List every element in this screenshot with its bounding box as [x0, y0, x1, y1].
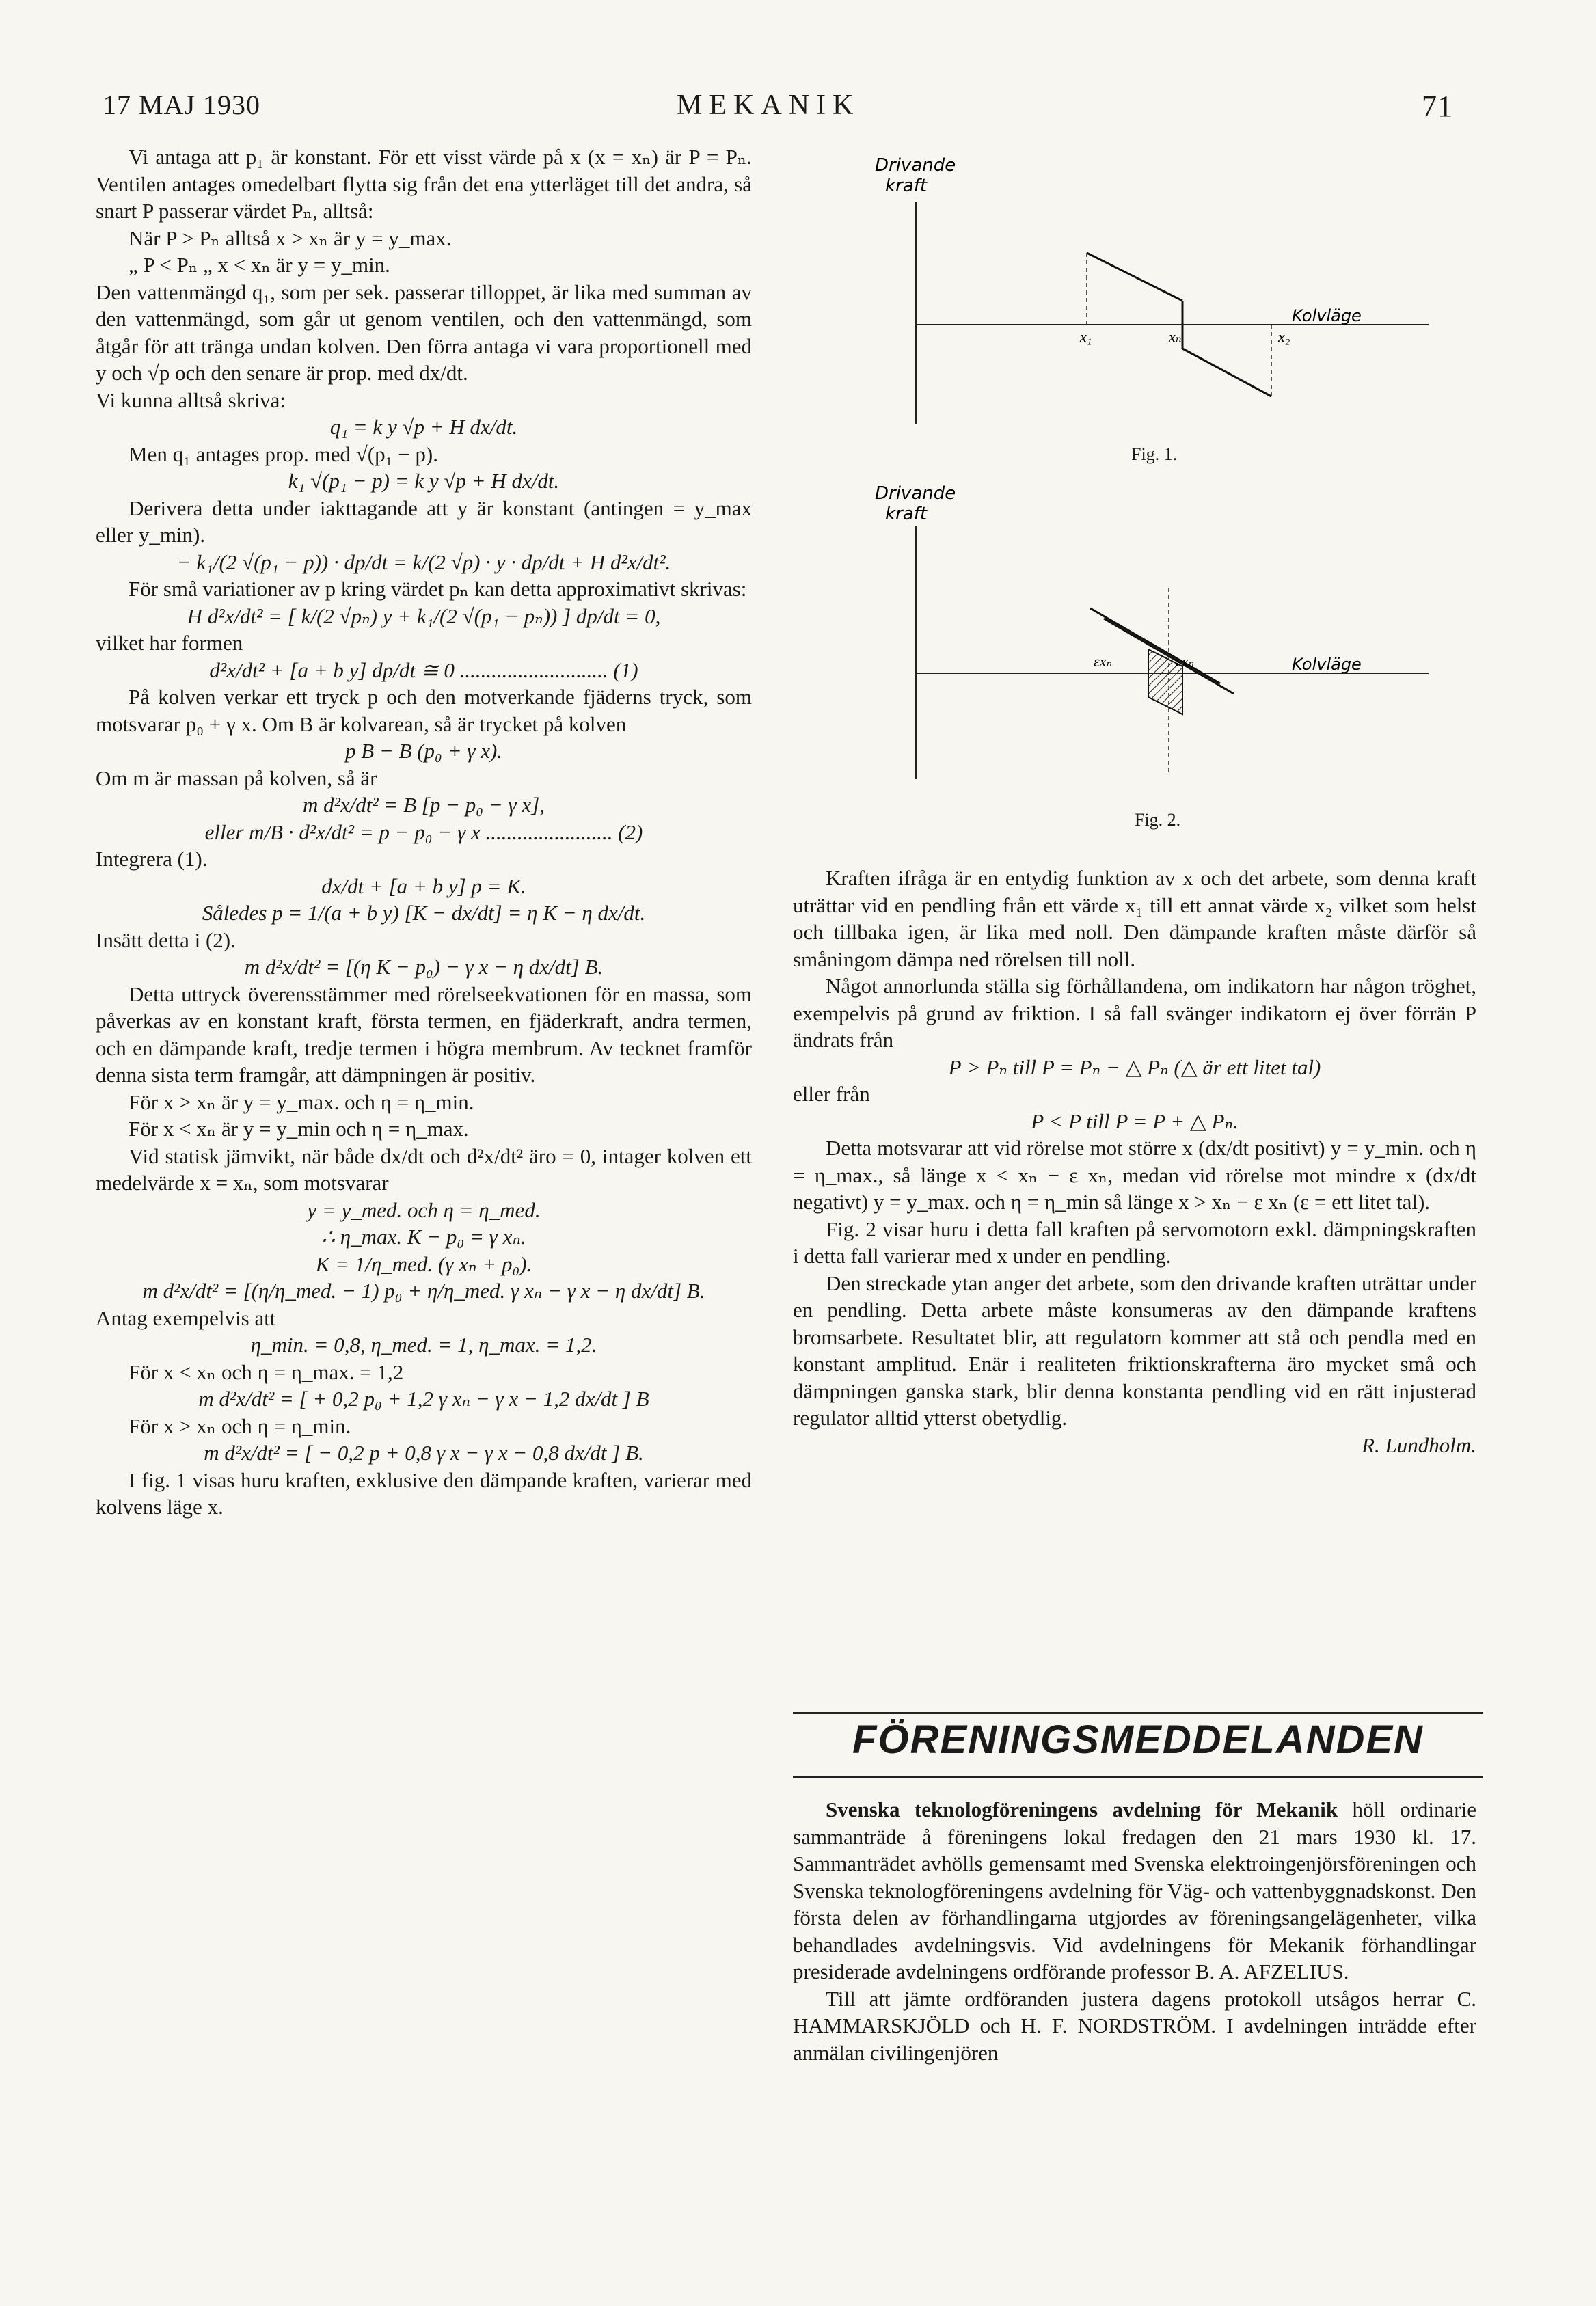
- equation: p B − B (p₀ + γ x).: [344, 739, 503, 763]
- paragraph: Detta uttryck överensstämmer med rörelseekvationen för en massa, som påverkas av en konstant kraft, första termen, en fjäderkraft, andra termen, och en dämpande kraft, tredje termen i högra membrum. Av tecknet framför denna sista term framgår, att dämpningen är positiv.: [96, 981, 752, 1087]
- condition-line: När P > Pₙ alltså x > xₙ är y = y_max.: [129, 226, 452, 250]
- section-title: FÖRENINGSMEDDELANDEN: [852, 1718, 1424, 1762]
- condition-line: För x > xₙ och η = η_min.: [129, 1413, 351, 1438]
- equation: k₁ √(p₁ − p) = k y √p + H dx/dt.: [288, 469, 560, 493]
- fig2-xlabel: Kolvläge: [1292, 655, 1362, 674]
- paragraph: I fig. 1 visas huru kraften, exklusive den dämpande kraften, varierar med kolvens läge x.: [96, 1467, 752, 1519]
- fig2-ylabel-line2: kraft: [885, 504, 928, 524]
- paragraph: Vi antaga att p₁ är konstant. För ett visst värde på x (x = xₙ) är P = Pₙ. Ventilen antages omedelbart flytta sig från det ena ytterläget till det andra, så snart P passerar värdet Pₙ, alltså:: [96, 145, 752, 223]
- fig2-tick-right: εxₙ: [1176, 653, 1195, 670]
- left-column: [96, 144, 752, 1521]
- figure-2-drawing: [800, 485, 1456, 841]
- paragraph: Den streckade ytan anger det arbete, som den drivande kraften uträttar under en pendling. Detta arbete måste konsumeras av den dämpande kraftens bromsarbete. Resultatet blir, att regulatorn kommer att stå och pendla med en konstant amplitud. Enär i realiteten friktionskrafterna äro mycket små och dämpningen ganska stark, blir denna konstanta pendling vid en rätt injusterad regulator alltid ytterst obetydlig.: [793, 1271, 1476, 1430]
- author-signature: R. Lundholm.: [1362, 1433, 1476, 1457]
- equation: dx/dt + [a + b y] p = K.: [321, 873, 526, 898]
- paragraph: Den vattenmängd q₁, som per sek. passerar tilloppet, är lika med summan av den vattenmängd, som går ut genom ventilen, och den vattenmängd, som åtgår för att tränga undan kolven. Den förra antaga vi vara proportionell med y och √p och den senare är prop. med dx/dt.: [96, 280, 752, 385]
- right-column: [793, 865, 1476, 1459]
- association-notice: [793, 1796, 1476, 2066]
- fig1-tick-x1: x₁: [1080, 328, 1092, 345]
- condition-line: För x > xₙ är y = y_max. och η = η_min.: [129, 1089, 474, 1114]
- fig2-ylabel-line1: Drivande: [875, 485, 956, 504]
- paragraph: Antag exempelvis att: [96, 1305, 276, 1330]
- paragraph: Integrera (1).: [96, 847, 208, 871]
- equation-2: eller m/B · d²x/dt² = p − p₀ − γ x ........................ (2): [204, 819, 643, 844]
- equation: m d²x/dt² = B [p − p₀ − γ x],: [302, 793, 545, 817]
- equation-1: d²x/dt² + [a + b y] dp/dt ≅ 0 ............................ (1): [209, 657, 638, 682]
- equation: Således p = 1/(a + b y) [K − dx/dt] = η K − η dx/dt.: [202, 901, 646, 925]
- paragraph: Derivera detta under iakttagande att y är konstant (antingen = y_max eller y_min).: [96, 496, 752, 547]
- equation: m d²x/dt² = [(η K − p₀) − γ x − η dx/dt] B.: [244, 955, 604, 979]
- fig1-xlabel: Kolvläge: [1292, 306, 1362, 325]
- equation: η_min. = 0,8, η_med. = 1, η_max. = 1,2.: [250, 1333, 597, 1357]
- figure-1-drawing: [800, 150, 1456, 472]
- header-date: 17 MAJ 1930: [103, 90, 261, 120]
- condition-line: För x < xₙ och η = η_max. = 1,2: [129, 1359, 404, 1384]
- paragraph: Men q₁ antages prop. med √(p₁ − p).: [129, 442, 438, 466]
- paragraph: Vid statisk jämvikt, när både dx/dt och d²x/dt² äro = 0, intager kolven ett medelvärde x = xₙ, som motsvarar: [96, 1143, 752, 1195]
- fig1-tick-x2: x₂: [1278, 328, 1290, 345]
- equation: m d²x/dt² = [(η/η_med. − 1) p₀ + η/η_med. γ xₙ − γ x − η dx/dt] B.: [142, 1279, 705, 1303]
- condition-line: För x < xₙ är y = y_min och η = η_max.: [129, 1117, 469, 1141]
- notice-paragraph-1: [793, 1796, 1476, 1985]
- paragraph: På kolven verkar ett tryck p och den motverkande fjäderns tryck, som motsvarar p₀ + γ x. Om B är kolvarean, så är trycket på kolven: [96, 685, 752, 736]
- equation: y = y_med. och η = η_med.: [307, 1197, 541, 1222]
- figure-1: [800, 150, 1456, 472]
- fig1-line-upper: [1087, 253, 1182, 301]
- notice-text: höll ordinarie sammanträde å föreningens lokal fredagen den 21 mars 1930 kl. 17. Sammanträdet avhölls gemensamt med Svenska elektroingenjörsföreningen och Svenska teknologföreningens avdelning för Väg- och vattenbyggnadskonst. Den första delen av förhandlingarna utgjordes av föreningsangelägenheter, vilka behandlades avdelningsvis. Vid avdelningens för Mekanik förhandlingar presiderade avdelningens ordförande professor B. A. AFZELIUS.: [793, 1798, 1476, 1983]
- condition-line: „ P < Pₙ „ x < xₙ är y = y_min.: [129, 253, 390, 277]
- equation: m d²x/dt² = [ − 0,2 p + 0,8 γ x − γ x − 0,8 dx/dt ] B.: [204, 1441, 644, 1465]
- section-rule-bottom: [793, 1776, 1483, 1778]
- fig1-ylabel-line1: Drivande: [875, 155, 956, 176]
- figure-2-caption: Fig. 2.: [1135, 810, 1181, 830]
- paragraph: Något annorlunda ställa sig förhållandena, om indikatorn har någon tröghet, exempelvis på grund av friktion. I så fall svänger indikatorn ej över förrän P ändrats från: [793, 974, 1476, 1052]
- paragraph: Vi kunna alltså skriva:: [96, 388, 286, 412]
- figure-2: [800, 485, 1456, 841]
- paragraph: vilket har formen: [96, 631, 243, 655]
- equation: m d²x/dt² = [ + 0,2 p₀ + 1,2 γ xₙ − γ x − 1,2 dx/dt ] B: [198, 1387, 649, 1411]
- paragraph: Insätt detta i (2).: [96, 927, 236, 952]
- fig1-tick-xn: xₙ: [1169, 328, 1182, 345]
- equation: P < P till P = P + △ Pₙ.: [1031, 1109, 1239, 1133]
- paragraph: Fig. 2 visar huru i detta fall kraften på servomotorn exkl. dämpningskraften i detta fall varierar med x under en pendling.: [793, 1217, 1476, 1268]
- figure-1-caption: Fig. 1.: [1131, 444, 1178, 464]
- paragraph: eller från: [793, 1082, 870, 1106]
- equation: H d²x/dt² = [ k/(2 √pₙ) y + k₁/(2 √(p₁ − pₙ)) ] dp/dt = 0,: [187, 603, 661, 628]
- section-rule-top: [793, 1712, 1483, 1714]
- equation: K = 1/η_med. (γ xₙ + p₀).: [315, 1251, 532, 1276]
- equation: ∴ η_max. K − p₀ = γ xₙ.: [321, 1225, 526, 1249]
- equation: P > Pₙ till P = Pₙ − △ Pₙ (△ är ett litet tal): [948, 1055, 1321, 1079]
- fig1-line-lower: [1182, 349, 1271, 396]
- header-page-number: 71: [1422, 90, 1453, 123]
- header-magazine-title: MEKANIK: [677, 90, 861, 121]
- fig2-tick-left: εxₙ: [1094, 653, 1113, 670]
- paragraph: Om m är massan på kolven, så är: [96, 765, 377, 790]
- equation: q₁ = k y √p + H dx/dt.: [329, 415, 518, 439]
- paragraph: För små variationer av p kring värdet pₙ kan detta approximativt skrivas:: [129, 577, 747, 601]
- notice-lead: Svenska teknologföreningens avdelning för Mekanik: [826, 1798, 1338, 1821]
- notice-paragraph-2: Till att jämte ordföranden justera dagens protokoll utsågos herrar C. HAMMARSKJÖLD och H. F. NORDSTRÖM. I avdelningen inträdde efter anmälan civilingenjören: [793, 1986, 1476, 2065]
- paragraph: Kraften ifråga är en entydig funktion av x och det arbete, som denna kraft uträttar vid en pendling från ett värde x₁ till ett annat värde x₂ vilket som helst och tillbaka igen, är lika med noll. Den dämpande kraften måste därför så småningom dämpa ned rörelsen till noll.: [793, 866, 1476, 971]
- paragraph: Detta motsvarar att vid rörelse mot större x (dx/dt positivt) y = y_min. och η = η_max., så länge x < xₙ − ε xₙ, medan vid rörelse mot mindre x (dx/dt negativt) y = y_max. och η = η_min så länge x > xₙ − ε xₙ (ε = ett litet tal).: [793, 1136, 1476, 1214]
- equation: − k₁/(2 √(p₁ − p)) · dp/dt = k/(2 √p) · y · dp/dt + H d²x/dt².: [176, 550, 671, 574]
- fig1-ylabel-line2: kraft: [885, 176, 928, 196]
